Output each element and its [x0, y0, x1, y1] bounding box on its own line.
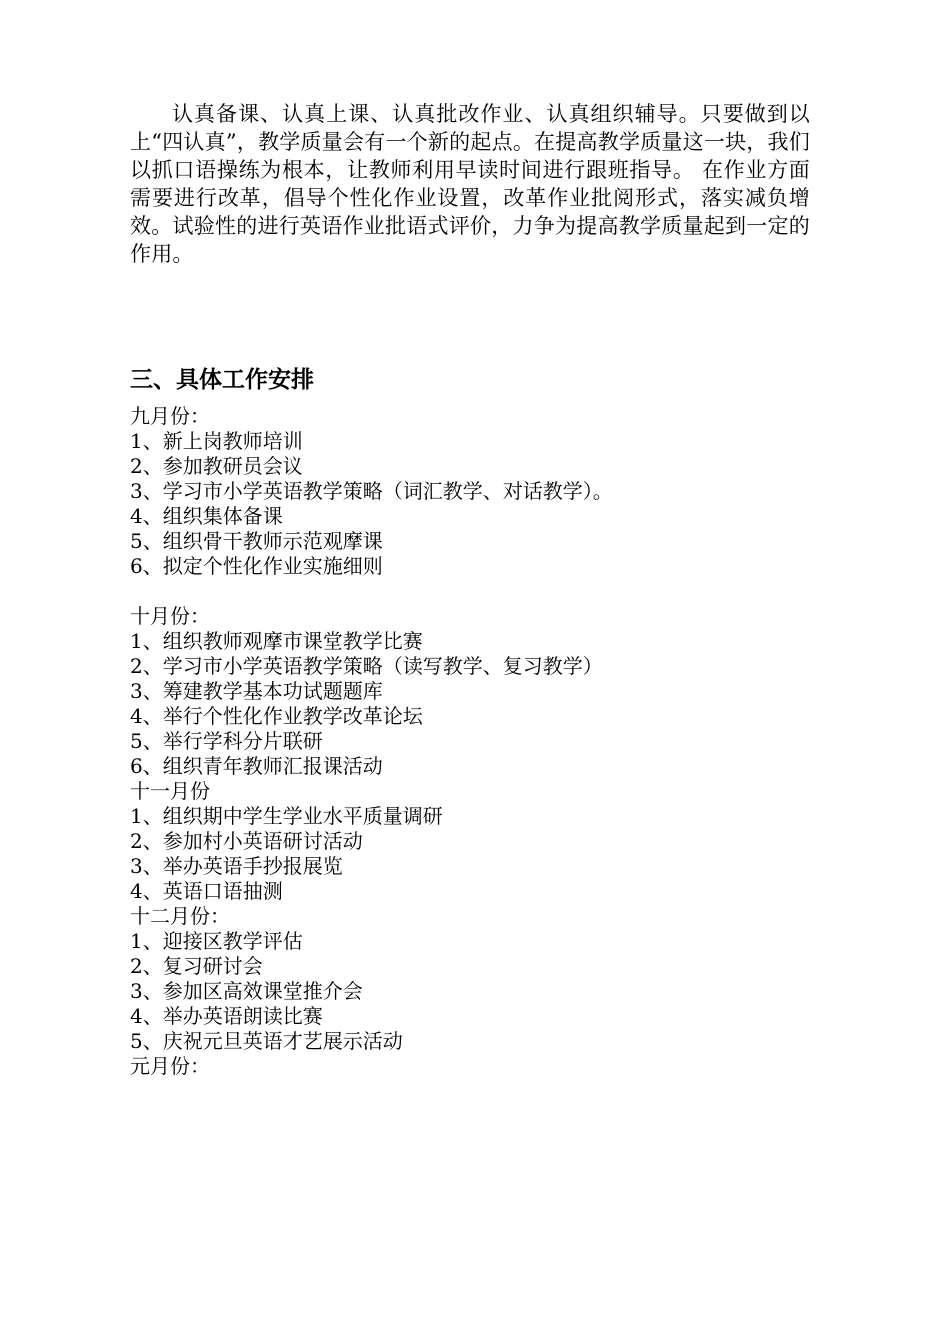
spacer: [130, 579, 810, 604]
list-item: 4、举行个性化作业教学改革论坛: [130, 704, 423, 728]
intro-paragraph: 认真备课、认真上课、认真批改作业、认真组织辅导。只要做到以上“四认真”，教学质量会有一个新的起点。在提高教学质量这一块，我们以抓口语操练为根本，让教师利用早读时间进行跟班指导。 在作业方面需要进行改革，倡导个性化作业设置，改革作业批阅形式，落实减负增效。试验性的进行英语作业批语式评价，力争为提高教学质量起到一定的作用。: [130, 102, 810, 266]
list-item: 2、参加村小英语研讨活动: [130, 829, 363, 853]
intro-section: [130, 100, 810, 268]
list-item: 5、庆祝元旦英语才艺展示活动: [130, 1029, 403, 1053]
list-item: 5、举行学科分片联研: [130, 729, 323, 753]
schedule-list: [130, 404, 810, 1079]
list-item: 1、组织期中学生学业水平质量调研: [130, 804, 443, 828]
list-item: 1、迎接区教学评估: [130, 929, 303, 953]
list-item: 2、参加教研员会议: [130, 454, 303, 478]
list-item: 3、举办英语手抄报展览: [130, 854, 343, 878]
month-december: [130, 904, 810, 1054]
month-label: 十二月份：: [130, 904, 230, 928]
list-item: 6、拟定个性化作业实施细则: [130, 554, 383, 578]
list-item: 3、参加区高效课堂推介会: [130, 979, 363, 1003]
month-september: [130, 404, 810, 579]
list-item: 2、复习研讨会: [130, 954, 263, 978]
month-label: 九月份：: [130, 404, 210, 428]
month-label: 十月份：: [130, 604, 210, 628]
list-item: 2、学习市小学英语教学策略（读写教学、复习教学）: [130, 654, 603, 678]
month-label: 十一月份: [130, 779, 210, 803]
month-label: 元月份：: [130, 1054, 210, 1078]
list-item: 5、组织骨干教师示范观摩课: [130, 529, 383, 553]
list-item: 6、组织青年教师汇报课活动: [130, 754, 383, 778]
section-title: 三、具体工作安排: [130, 366, 314, 393]
list-item: 4、举办英语朗读比赛: [130, 1004, 323, 1028]
list-item: 1、新上岗教师培训: [130, 429, 303, 453]
month-january: [130, 1054, 810, 1079]
month-november: [130, 779, 810, 904]
list-item: 1、组织教师观摩市课堂教学比赛: [130, 629, 423, 653]
list-item: 4、组织集体备课: [130, 504, 283, 528]
month-october: [130, 604, 810, 779]
list-item: 3、学习市小学英语教学策略（词汇教学、对话教学）。: [130, 479, 613, 503]
list-item: 3、筹建教学基本功试题题库: [130, 679, 383, 703]
list-item: 4、英语口语抽测: [130, 879, 283, 903]
